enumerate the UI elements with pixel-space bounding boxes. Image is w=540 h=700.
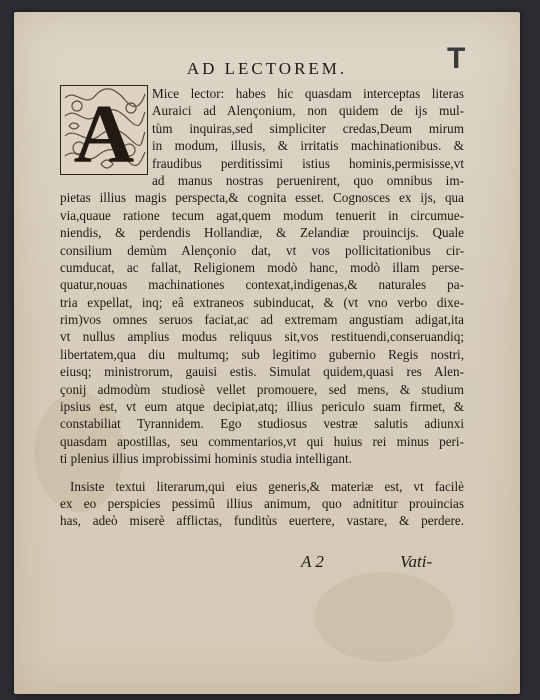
book-page [14,12,520,694]
text-line: ex eo perspicies pessimû illius animum, quo adnititur prouincias [60,495,464,511]
text-line: fraudibus perditissimi istius hominis,permisisse,vt [152,155,464,171]
text-line: vt nullus amplius modus reliquus sit,vos restituendi,conseruandiq; [60,329,464,345]
page-footer [14,552,520,576]
paper-stain [314,572,454,662]
text-line: libertatem,qua diu multumq; sub legitimo gubernio Regis nostri, [60,346,464,362]
page-heading: AD LECTOREM. [186,59,348,78]
text-line: has, adeò miserè afflictas, funditùs euertere, vastare, & perdere. [60,513,464,529]
text-line: via,quaue ratione tecum agat,quem modum tenuerit in circumue- [60,207,464,223]
text-line: Mice lector: habes hic quasdam interceptas literas [152,86,464,101]
text-line: ad manus nostras peruenirent, quo omnibus im- [152,172,464,188]
text-line: ti plenius illius improbissimi hominis studia intelligant. [60,451,352,467]
text-line: consilium demùm Alençonio dat, vt vos pollicitationibus cir- [60,242,464,258]
text-line: cumducat, ac fallat, Religionem modò hanc, modò illam perse- [60,259,464,275]
text-line: çonij admodùm studiosè vellet promouere, sed mens, & studium [60,381,464,397]
text-line: niendis, & perdendis Hollandiæ, & Zelandiæ prouincijs. Quale [60,225,464,241]
text-line: quatur,nouas machinationes contexat,indigenas,& naturales pa- [60,277,464,293]
text-line: Auraici ad Alençonium, non quidem de ijs mul- [152,103,464,119]
text-line: pietas illius magis perspecta,& cognita esset. Cognosces ex ijs, qua [60,190,464,206]
text-line: in modum, illusis, & irritatis machinationibus. & [152,138,464,154]
text-line: tùm inquiras,sed simpliciter credas,Deum mirum [152,120,464,136]
text-line: Insiste textui literarum,qui eius generis,& materiæ est, vt facilè [70,478,464,494]
text-line: tria expellat, inq; eâ extraneos subinducat, & (vt vno verbo dixe- [60,294,464,310]
decorated-initial-icon [61,86,147,174]
margin-mark: T [447,42,466,75]
text-line: quasdam apostillas, seu commentarios,vt qui huius rei minus peri- [60,433,464,449]
text-line: eiusq; ministrorum, gauisi estis. Simulat quidem,quasi res Alen- [60,364,464,380]
text-line: constabiliat Tyrannidem. Ego studiosus vestræ salutis adiunxi [60,416,464,432]
decorated-initial [60,85,148,175]
svg-text:A: A [73,88,135,174]
catchword: Vati- [400,552,433,571]
text-line: rim)vos omnes seruos faciat,ac ad extremam angustiam adigat,ita [60,312,464,328]
text-line: ipsius est, vt eum atque decipiat,atq; illius periculo suam firmet, & [60,399,464,415]
signature-mark: A 2 [301,552,324,571]
